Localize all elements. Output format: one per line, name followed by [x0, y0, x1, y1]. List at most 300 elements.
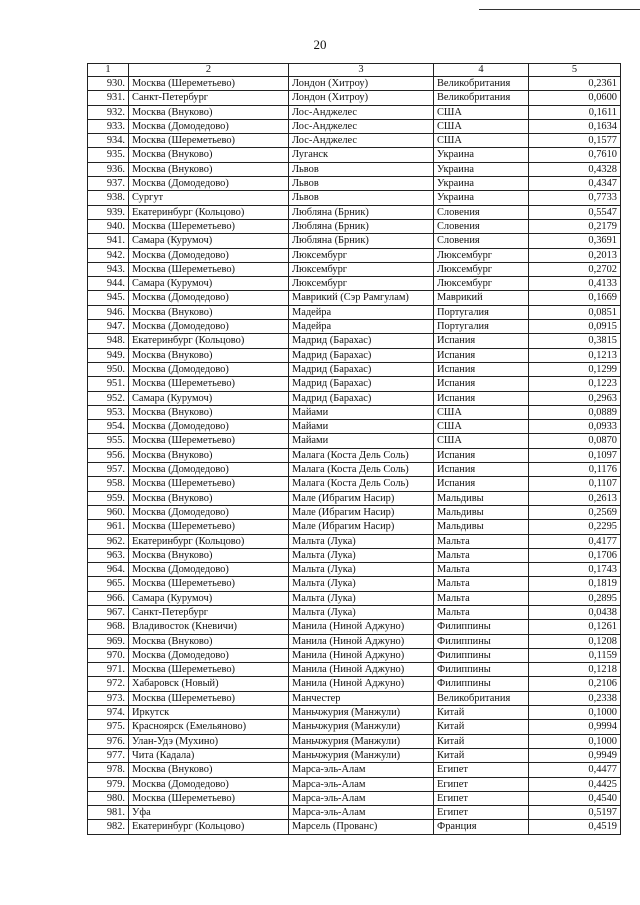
origin-airport-cell: Москва (Домодедово) [129, 463, 289, 477]
destination-airport-cell: Марса-эль-Алам [289, 791, 434, 805]
country-cell: США [434, 119, 529, 133]
country-cell: Мальдивы [434, 505, 529, 519]
table-row [88, 820, 621, 834]
origin-airport-cell: Москва (Домодедово) [129, 777, 289, 791]
destination-airport-cell: Манила (Ниной Аджуно) [289, 634, 434, 648]
table-row [88, 448, 621, 462]
coefficient-cell: 0,1223 [529, 377, 621, 391]
origin-airport-cell: Москва (Шереметьево) [129, 77, 289, 91]
coefficient-cell: 0,0915 [529, 320, 621, 334]
origin-airport-cell: Екатеринбург (Кольцово) [129, 334, 289, 348]
origin-airport-cell: Москва (Внуково) [129, 548, 289, 562]
destination-airport-cell: Маньчжурия (Манжули) [289, 748, 434, 762]
table-row [88, 491, 621, 505]
destination-airport-cell: Мадрид (Барахас) [289, 348, 434, 362]
header-col-2: 2 [129, 64, 289, 77]
row-number-cell: 934. [88, 134, 129, 148]
table-row [88, 505, 621, 519]
country-cell: Филиппины [434, 648, 529, 662]
table-row [88, 291, 621, 305]
table-row [88, 362, 621, 376]
coefficient-cell: 0,1208 [529, 634, 621, 648]
destination-airport-cell: Манила (Ниной Аджуно) [289, 648, 434, 662]
origin-airport-cell: Москва (Внуково) [129, 763, 289, 777]
origin-airport-cell: Москва (Шереметьево) [129, 262, 289, 276]
table-row [88, 205, 621, 219]
row-number-cell: 969. [88, 634, 129, 648]
row-number-cell: 956. [88, 448, 129, 462]
coefficient-cell: 0,1213 [529, 348, 621, 362]
destination-airport-cell: Мадрид (Барахас) [289, 377, 434, 391]
coefficient-cell: 0,1819 [529, 577, 621, 591]
coefficient-cell: 0,4425 [529, 777, 621, 791]
destination-airport-cell: Майами [289, 405, 434, 419]
coefficient-cell: 0,2106 [529, 677, 621, 691]
coefficient-cell: 0,0438 [529, 605, 621, 619]
country-cell: Китай [434, 748, 529, 762]
table-row [88, 391, 621, 405]
row-number-cell: 946. [88, 305, 129, 319]
table-row [88, 334, 621, 348]
country-cell: Египет [434, 777, 529, 791]
origin-airport-cell: Москва (Домодедово) [129, 320, 289, 334]
country-cell: Китай [434, 734, 529, 748]
coefficient-cell: 0,0933 [529, 420, 621, 434]
destination-airport-cell: Мадейра [289, 305, 434, 319]
country-cell: Испания [434, 477, 529, 491]
table-row [88, 477, 621, 491]
row-number-cell: 949. [88, 348, 129, 362]
destination-airport-cell: Марсель (Прованс) [289, 820, 434, 834]
coefficient-cell: 0,1261 [529, 620, 621, 634]
table-row [88, 806, 621, 820]
row-number-cell: 968. [88, 620, 129, 634]
country-cell: Португалия [434, 305, 529, 319]
origin-airport-cell: Москва (Домодедово) [129, 420, 289, 434]
row-number-cell: 974. [88, 706, 129, 720]
table-row [88, 420, 621, 434]
table-row [88, 763, 621, 777]
origin-airport-cell: Самара (Курумоч) [129, 391, 289, 405]
coefficient-cell: 0,1577 [529, 134, 621, 148]
origin-airport-cell: Москва (Шереметьево) [129, 691, 289, 705]
row-number-cell: 942. [88, 248, 129, 262]
country-cell: Мальта [434, 591, 529, 605]
row-number-cell: 943. [88, 262, 129, 276]
table-row [88, 191, 621, 205]
row-number-cell: 930. [88, 77, 129, 91]
country-cell: Украина [434, 191, 529, 205]
origin-airport-cell: Москва (Домодедово) [129, 362, 289, 376]
destination-airport-cell: Мальта (Лука) [289, 548, 434, 562]
coefficient-cell: 0,1706 [529, 548, 621, 562]
country-cell: США [434, 405, 529, 419]
table-row [88, 734, 621, 748]
origin-airport-cell: Уфа [129, 806, 289, 820]
row-number-cell: 972. [88, 677, 129, 691]
table-row [88, 320, 621, 334]
destination-airport-cell: Маврикий (Сэр Рамгулам) [289, 291, 434, 305]
origin-airport-cell: Москва (Внуково) [129, 148, 289, 162]
origin-airport-cell: Улан-Удэ (Мухино) [129, 734, 289, 748]
row-number-cell: 971. [88, 663, 129, 677]
row-number-cell: 939. [88, 205, 129, 219]
row-number-cell: 963. [88, 548, 129, 562]
header-col-3: 3 [289, 64, 434, 77]
coefficient-cell: 0,1669 [529, 291, 621, 305]
row-number-cell: 941. [88, 234, 129, 248]
destination-airport-cell: Манила (Ниной Аджуно) [289, 677, 434, 691]
country-cell: Великобритания [434, 77, 529, 91]
country-cell: Португалия [434, 320, 529, 334]
origin-airport-cell: Хабаровск (Новый) [129, 677, 289, 691]
origin-airport-cell: Москва (Домодедово) [129, 648, 289, 662]
destination-airport-cell: Львов [289, 162, 434, 176]
destination-airport-cell: Любляна (Брник) [289, 219, 434, 233]
row-number-cell: 960. [88, 505, 129, 519]
destination-airport-cell: Лондон (Хитроу) [289, 77, 434, 91]
coefficient-cell: 0,2569 [529, 505, 621, 519]
origin-airport-cell: Екатеринбург (Кольцово) [129, 820, 289, 834]
origin-airport-cell: Екатеринбург (Кольцово) [129, 205, 289, 219]
coefficient-cell: 0,2361 [529, 77, 621, 91]
row-number-cell: 948. [88, 334, 129, 348]
table-row [88, 262, 621, 276]
row-number-cell: 933. [88, 119, 129, 133]
destination-airport-cell: Львов [289, 191, 434, 205]
coefficient-cell: 0,1097 [529, 448, 621, 462]
destination-airport-cell: Марса-эль-Алам [289, 763, 434, 777]
country-cell: Испания [434, 463, 529, 477]
destination-airport-cell: Лос-Анджелес [289, 119, 434, 133]
destination-airport-cell: Манила (Ниной Аджуно) [289, 663, 434, 677]
table-row [88, 162, 621, 176]
row-number-cell: 953. [88, 405, 129, 419]
country-cell: Испания [434, 377, 529, 391]
row-number-cell: 975. [88, 720, 129, 734]
destination-airport-cell: Мальта (Лука) [289, 591, 434, 605]
origin-airport-cell: Москва (Шереметьево) [129, 520, 289, 534]
coefficient-cell: 0,2338 [529, 691, 621, 705]
country-cell: Китай [434, 720, 529, 734]
coefficient-cell: 0,4133 [529, 277, 621, 291]
origin-airport-cell: Москва (Внуково) [129, 305, 289, 319]
coefficient-cell: 0,1634 [529, 119, 621, 133]
origin-airport-cell: Сургут [129, 191, 289, 205]
origin-airport-cell: Москва (Внуково) [129, 491, 289, 505]
origin-airport-cell: Москва (Шереметьево) [129, 477, 289, 491]
coefficient-cell: 0,2013 [529, 248, 621, 262]
destination-airport-cell: Майами [289, 420, 434, 434]
table-row [88, 377, 621, 391]
table-row [88, 534, 621, 548]
country-cell: Филиппины [434, 620, 529, 634]
row-number-cell: 938. [88, 191, 129, 205]
origin-airport-cell: Екатеринбург (Кольцово) [129, 534, 289, 548]
origin-airport-cell: Москва (Шереметьево) [129, 434, 289, 448]
table-row [88, 634, 621, 648]
coefficient-cell: 0,3691 [529, 234, 621, 248]
table-row [88, 405, 621, 419]
country-cell: США [434, 105, 529, 119]
coefficient-cell: 0,1000 [529, 734, 621, 748]
country-cell: Египет [434, 763, 529, 777]
country-cell: Украина [434, 177, 529, 191]
destination-airport-cell: Лондон (Хитроу) [289, 91, 434, 105]
origin-airport-cell: Самара (Курумоч) [129, 591, 289, 605]
country-cell: Великобритания [434, 91, 529, 105]
table-row [88, 219, 621, 233]
country-cell: Филиппины [434, 677, 529, 691]
coefficient-cell: 0,1218 [529, 663, 621, 677]
destination-airport-cell: Мадрид (Барахас) [289, 334, 434, 348]
row-number-cell: 981. [88, 806, 129, 820]
origin-airport-cell: Иркутск [129, 706, 289, 720]
header-row [88, 64, 621, 77]
row-number-cell: 965. [88, 577, 129, 591]
table-row [88, 748, 621, 762]
coefficient-cell: 0,0600 [529, 91, 621, 105]
origin-airport-cell: Москва (Внуково) [129, 405, 289, 419]
row-number-cell: 980. [88, 791, 129, 805]
origin-airport-cell: Москва (Шереметьево) [129, 577, 289, 591]
table-row [88, 591, 621, 605]
coefficient-cell: 0,5547 [529, 205, 621, 219]
destination-airport-cell: Люксембург [289, 277, 434, 291]
country-cell: Мальта [434, 605, 529, 619]
coefficient-cell: 0,9994 [529, 720, 621, 734]
row-number-cell: 979. [88, 777, 129, 791]
country-cell: Люксембург [434, 248, 529, 262]
country-cell: Люксембург [434, 262, 529, 276]
destination-airport-cell: Маньчжурия (Манжули) [289, 706, 434, 720]
destination-airport-cell: Марса-эль-Алам [289, 777, 434, 791]
destination-airport-cell: Любляна (Брник) [289, 234, 434, 248]
coefficient-cell: 0,1107 [529, 477, 621, 491]
table-row [88, 134, 621, 148]
data-table [87, 63, 621, 835]
row-number-cell: 973. [88, 691, 129, 705]
coefficient-cell: 0,0851 [529, 305, 621, 319]
row-number-cell: 950. [88, 362, 129, 376]
table-row [88, 777, 621, 791]
coefficient-cell: 0,2613 [529, 491, 621, 505]
table-row [88, 105, 621, 119]
country-cell: Египет [434, 791, 529, 805]
table-row [88, 663, 621, 677]
coefficient-cell: 0,4347 [529, 177, 621, 191]
origin-airport-cell: Москва (Внуково) [129, 162, 289, 176]
destination-airport-cell: Любляна (Брник) [289, 205, 434, 219]
destination-airport-cell: Мадрид (Барахас) [289, 362, 434, 376]
country-cell: Словения [434, 219, 529, 233]
row-number-cell: 937. [88, 177, 129, 191]
destination-airport-cell: Мадейра [289, 320, 434, 334]
row-number-cell: 935. [88, 148, 129, 162]
destination-airport-cell: Маньчжурия (Манжули) [289, 734, 434, 748]
table-row [88, 148, 621, 162]
origin-airport-cell: Москва (Внуково) [129, 448, 289, 462]
country-cell: Словения [434, 234, 529, 248]
origin-airport-cell: Москва (Домодедово) [129, 177, 289, 191]
destination-airport-cell: Люксембург [289, 248, 434, 262]
destination-airport-cell: Мальта (Лука) [289, 605, 434, 619]
origin-airport-cell: Москва (Внуково) [129, 634, 289, 648]
table-row [88, 791, 621, 805]
origin-airport-cell: Москва (Домодедово) [129, 291, 289, 305]
row-number-cell: 976. [88, 734, 129, 748]
country-cell: Испания [434, 334, 529, 348]
row-number-cell: 957. [88, 463, 129, 477]
country-cell: Египет [434, 806, 529, 820]
country-cell: Франция [434, 820, 529, 834]
origin-airport-cell: Санкт-Петербург [129, 605, 289, 619]
row-number-cell: 966. [88, 591, 129, 605]
origin-airport-cell: Самара (Курумоч) [129, 277, 289, 291]
page-number: 20 [313, 37, 327, 52]
coefficient-cell: 0,0889 [529, 405, 621, 419]
destination-airport-cell: Малага (Коста Дель Соль) [289, 448, 434, 462]
origin-airport-cell: Москва (Шереметьево) [129, 791, 289, 805]
country-cell: Испания [434, 391, 529, 405]
row-number-cell: 955. [88, 434, 129, 448]
coefficient-cell: 0,4177 [529, 534, 621, 548]
coefficient-cell: 0,7733 [529, 191, 621, 205]
coefficient-cell: 0,4540 [529, 791, 621, 805]
header-col-4: 4 [434, 64, 529, 77]
destination-airport-cell: Маньчжурия (Манжули) [289, 720, 434, 734]
table-row [88, 720, 621, 734]
coefficient-cell: 0,4328 [529, 162, 621, 176]
coefficient-cell: 0,7610 [529, 148, 621, 162]
table-row [88, 706, 621, 720]
country-cell: Мальта [434, 577, 529, 591]
coefficient-cell: 0,1299 [529, 362, 621, 376]
coefficient-cell: 0,4477 [529, 763, 621, 777]
header-col-5: 5 [529, 64, 621, 77]
coefficient-cell: 0,4519 [529, 820, 621, 834]
country-cell: США [434, 420, 529, 434]
row-number-cell: 978. [88, 763, 129, 777]
table-row [88, 548, 621, 562]
row-number-cell: 951. [88, 377, 129, 391]
table-body [88, 77, 621, 835]
row-number-cell: 947. [88, 320, 129, 334]
origin-airport-cell: Москва (Внуково) [129, 348, 289, 362]
country-cell: Мальта [434, 563, 529, 577]
origin-airport-cell: Москва (Домодедово) [129, 505, 289, 519]
origin-airport-cell: Чита (Кадала) [129, 748, 289, 762]
row-number-cell: 962. [88, 534, 129, 548]
country-cell: Филиппины [434, 634, 529, 648]
country-cell: США [434, 434, 529, 448]
row-number-cell: 931. [88, 91, 129, 105]
coefficient-cell: 0,2895 [529, 591, 621, 605]
origin-airport-cell: Владивосток (Кневичи) [129, 620, 289, 634]
country-cell: Филиппины [434, 663, 529, 677]
coefficient-cell: 0,1159 [529, 648, 621, 662]
row-number-cell: 977. [88, 748, 129, 762]
coefficient-cell: 0,1176 [529, 463, 621, 477]
row-number-cell: 967. [88, 605, 129, 619]
origin-airport-cell: Москва (Шереметьево) [129, 663, 289, 677]
country-cell: Украина [434, 148, 529, 162]
country-cell: США [434, 134, 529, 148]
country-cell: Маврикий [434, 291, 529, 305]
table-row [88, 119, 621, 133]
destination-airport-cell: Мале (Ибрагим Насир) [289, 520, 434, 534]
coefficient-cell: 0,9949 [529, 748, 621, 762]
destination-airport-cell: Мальта (Лука) [289, 534, 434, 548]
destination-airport-cell: Мальта (Лука) [289, 577, 434, 591]
table-row [88, 463, 621, 477]
destination-airport-cell: Манила (Ниной Аджуно) [289, 620, 434, 634]
coefficient-cell: 0,1743 [529, 563, 621, 577]
destination-airport-cell: Манчестер [289, 691, 434, 705]
coefficient-cell: 0,2702 [529, 262, 621, 276]
table-row [88, 577, 621, 591]
destination-airport-cell: Лос-Анджелес [289, 134, 434, 148]
coefficient-cell: 0,1000 [529, 706, 621, 720]
header-col-1: 1 [88, 64, 129, 77]
table-row [88, 248, 621, 262]
origin-airport-cell: Красноярск (Емельяново) [129, 720, 289, 734]
table-row [88, 305, 621, 319]
origin-airport-cell: Москва (Внуково) [129, 105, 289, 119]
destination-airport-cell: Мале (Ибрагим Насир) [289, 505, 434, 519]
coefficient-cell: 0,5197 [529, 806, 621, 820]
origin-airport-cell: Москва (Домодедово) [129, 563, 289, 577]
table-row [88, 677, 621, 691]
row-number-cell: 982. [88, 820, 129, 834]
row-number-cell: 932. [88, 105, 129, 119]
country-cell: Мальдивы [434, 520, 529, 534]
origin-airport-cell: Москва (Домодедово) [129, 248, 289, 262]
row-number-cell: 958. [88, 477, 129, 491]
origin-airport-cell: Москва (Шереметьево) [129, 134, 289, 148]
destination-airport-cell: Люксембург [289, 262, 434, 276]
coefficient-cell: 0,2179 [529, 219, 621, 233]
coefficient-cell: 0,0870 [529, 434, 621, 448]
country-cell: Словения [434, 205, 529, 219]
table-row [88, 563, 621, 577]
destination-airport-cell: Майами [289, 434, 434, 448]
origin-airport-cell: Москва (Домодедово) [129, 119, 289, 133]
country-cell: Китай [434, 706, 529, 720]
table-row [88, 91, 621, 105]
country-cell: Мальдивы [434, 491, 529, 505]
country-cell: Испания [434, 448, 529, 462]
country-cell: Испания [434, 348, 529, 362]
row-number-cell: 964. [88, 563, 129, 577]
row-number-cell: 961. [88, 520, 129, 534]
row-number-cell: 944. [88, 277, 129, 291]
table-row [88, 434, 621, 448]
row-number-cell: 954. [88, 420, 129, 434]
coefficient-cell: 0,2295 [529, 520, 621, 534]
row-number-cell: 959. [88, 491, 129, 505]
table-row [88, 691, 621, 705]
row-number-cell: 936. [88, 162, 129, 176]
origin-airport-cell: Санкт-Петербург [129, 91, 289, 105]
country-cell: Великобритания [434, 691, 529, 705]
destination-airport-cell: Марса-эль-Алам [289, 806, 434, 820]
country-cell: Люксембург [434, 277, 529, 291]
origin-airport-cell: Москва (Шереметьево) [129, 219, 289, 233]
destination-airport-cell: Мадрид (Барахас) [289, 391, 434, 405]
country-cell: Мальта [434, 548, 529, 562]
country-cell: Украина [434, 162, 529, 176]
